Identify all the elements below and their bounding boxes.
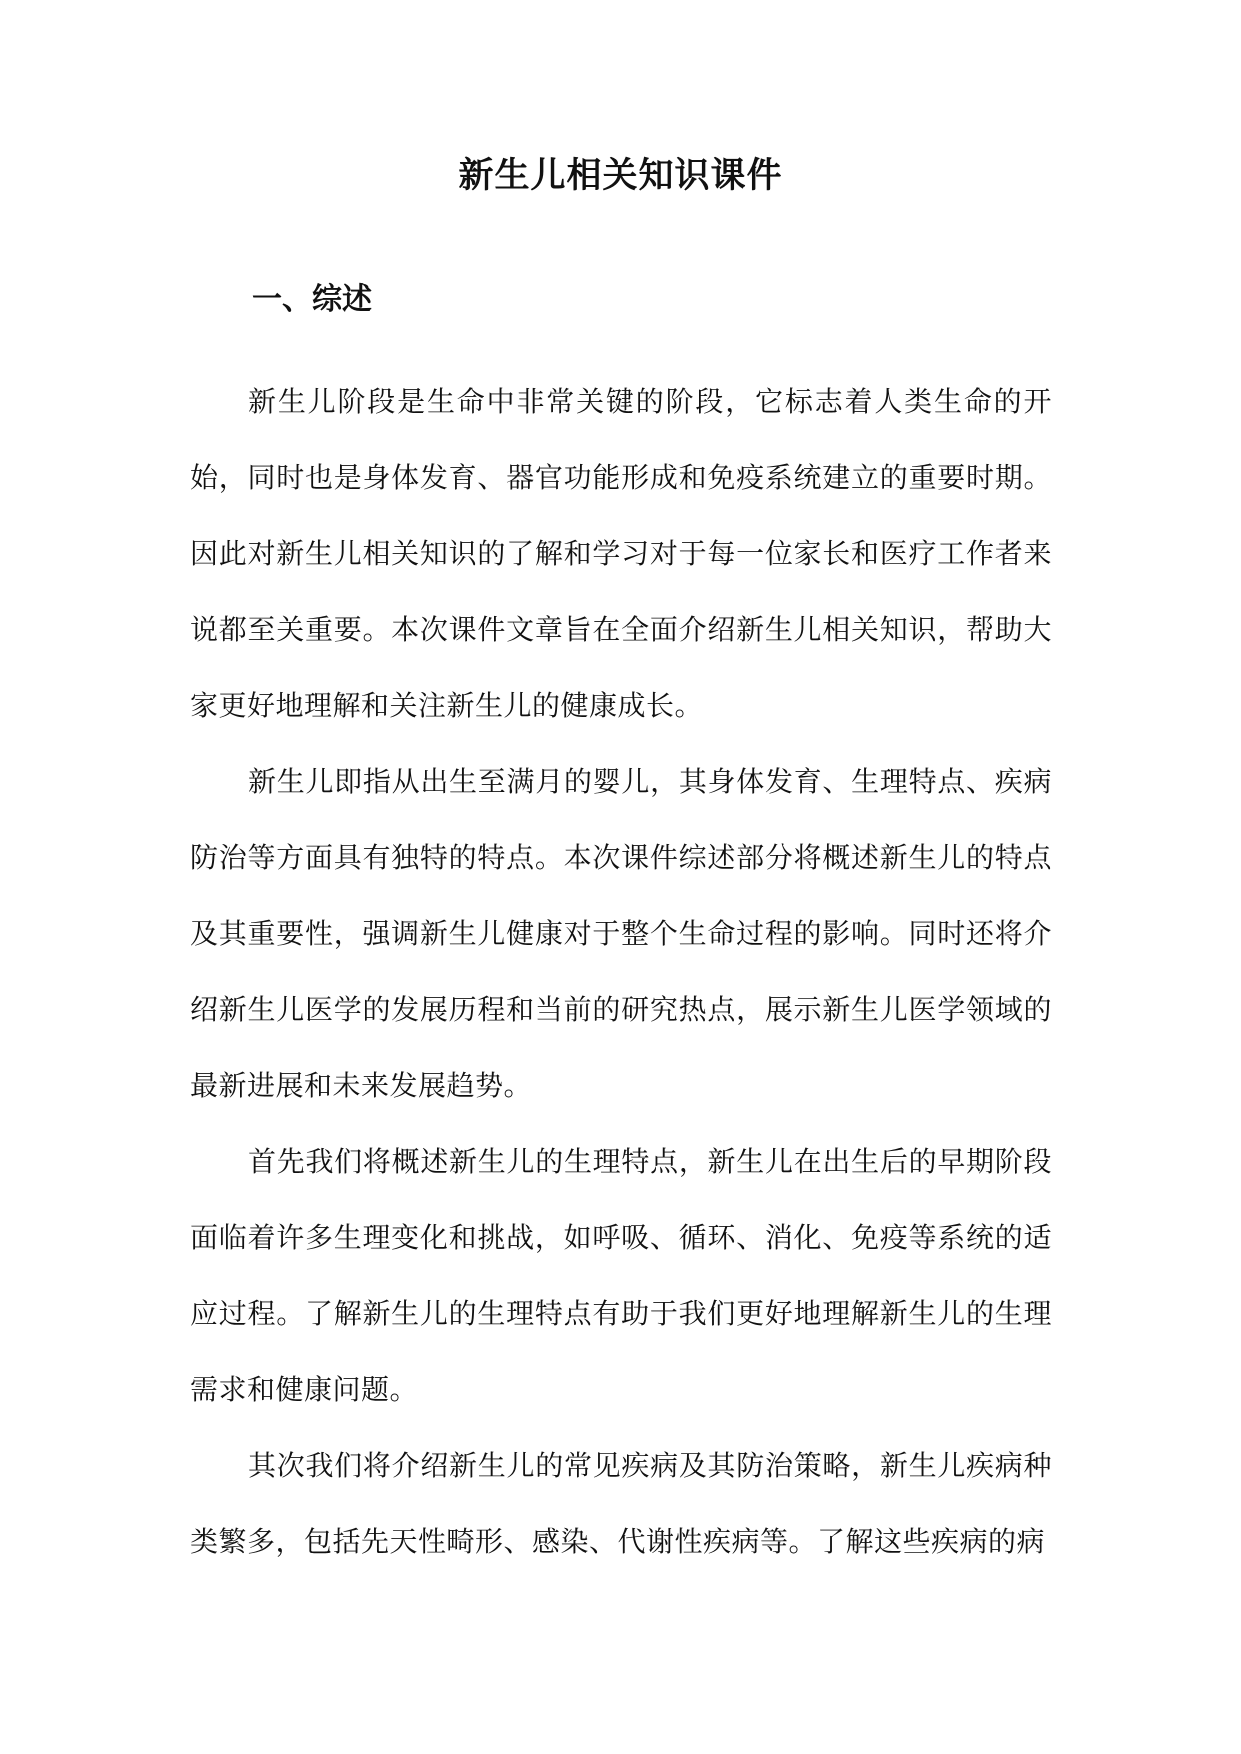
paragraph-1: 新生儿阶段是生命中非常关键的阶段，它标志着人类生命的开始，同时也是身体发育、器官功能形成和免疫系统建立的重要时期。因此对新生儿相关知识的了解和学习对于每一位家长和医疗工作者来说都至关重要。本次课件文章旨在全面介绍新生儿相关知识，帮助大家更好地理解和关注新生儿的健康成长。	[190, 385, 1052, 722]
body-text	[190, 364, 1052, 1580]
document-title: 新生儿相关知识课件	[458, 156, 783, 196]
paragraph-2: 新生儿即指从出生至满月的婴儿，其身体发育、生理特点、疾病防治等方面具有独特的特点。本次课件综述部分将概述新生儿的特点及其重要性，强调新生儿健康对于整个生命过程的影响。同时还将介绍新生儿医学的发展历程和当前的研究热点，展示新生儿医学领域的最新进展和未来发展趋势。	[190, 765, 1052, 1102]
paragraph-3: 首先我们将概述新生儿的生理特点，新生儿在出生后的早期阶段面临着许多生理变化和挑战，如呼吸、循环、消化、免疫等系统的适应过程。了解新生儿的生理特点有助于我们更好地理解新生儿的生理需求和健康问题。	[190, 1145, 1052, 1406]
paragraph-4: 其次我们将介绍新生儿的常见疾病及其防治策略，新生儿疾病种类繁多，包括先天性畸形、感染、代谢性疾病等。了解这些疾病的病	[190, 1449, 1052, 1558]
section-heading: 一、综述	[252, 282, 372, 317]
